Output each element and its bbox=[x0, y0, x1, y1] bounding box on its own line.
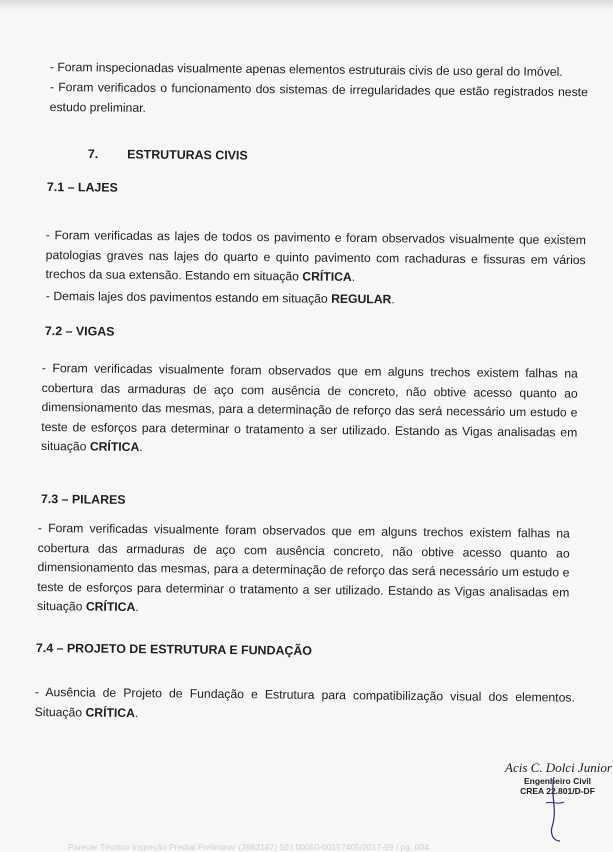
page-footer: Parecer Técnico Inspeção Predial Preliminar (3883187) SEI 00050-00157405/2017-99 / pg. 004 bbox=[68, 842, 429, 852]
status-critica: CRÍTICA bbox=[302, 269, 352, 284]
heading-7-4: 7.4 – PROJETO DE ESTRUTURA E FUNDAÇÃO bbox=[35, 640, 313, 658]
signature-name: Acis C. Dolci Junior bbox=[505, 760, 612, 775]
status-critica: CRÍTICA bbox=[89, 439, 140, 455]
intro-line-1: - Foram inspecionadas visualmente apenas elementos estruturais civis de uso geral do Imóvel. bbox=[49, 59, 563, 79]
signature-stroke bbox=[540, 775, 570, 845]
heading-7-1: 7.1 – LAJES bbox=[46, 179, 118, 195]
signature-title: Engenheiro Civil bbox=[523, 776, 592, 786]
paragraph-7-3-pilares: - Foram verificadas visualmente foram observados que em alguns trechos existem falhas na cobertura das armaduras de aço com ausência concreto, não obtive acesso quanto ao dimensionamento das mesmas, para a determinação de reforço das será necessário um estudo e teste de esforços para determinar o tratamento a ser utilizado. Estando as Vigas analisadas em situação CRÍTICA. bbox=[37, 520, 570, 615]
section-7-heading: 7. ESTRUTURAS CIVIS bbox=[87, 146, 248, 163]
paragraph-7-2-vigas: - Foram verificadas visualmente foram observados que em alguns trechos existem falhas na cobertura das armaduras de aço com ausência de concreto, não obtive acesso quanto ao dimensionamento das mesmas, para a determinação de reforço das será necessário um estudo e teste de esforços para determinar o tratamento a ser utilizado. Estando as Vigas analisadas em situação CRÍTICA. bbox=[41, 360, 578, 455]
paragraph-7-1-lajes: - Foram verificadas as lajes de todos os pavimento e foram observados visualmente que existem patologias graves nas lajes do quarto e quinto pavimento com rachaduras e fissuras em vários trechos da sua extensão. Estando em situação CRÍTICA. bbox=[45, 227, 586, 284]
intro-line-2: - Foram verificados o funcionamento dos sistemas de irregularidades que estão registrados neste estudo preliminar. bbox=[49, 79, 588, 115]
status-critica: CRÍTICA bbox=[85, 599, 136, 615]
signature-registration: CREA 22.801/D-DF bbox=[520, 786, 595, 796]
heading-7-2: 7.2 – VIGAS bbox=[44, 323, 115, 339]
scan-shadow bbox=[0, 0, 613, 10]
status-critica: CRÍTICA bbox=[85, 705, 136, 720]
status-regular: REGULAR bbox=[331, 291, 392, 307]
paragraph-7-1-demais: - Demais lajes dos pavimentos estando em situação REGULAR. bbox=[45, 288, 395, 307]
paragraph-7-4-projeto: - Ausência de Projeto de Fundação e Estrutura para compatibilização visual dos elementos. Situação CRÍTICA. bbox=[34, 684, 575, 720]
heading-7-3: 7.3 – PILARES bbox=[40, 491, 126, 507]
